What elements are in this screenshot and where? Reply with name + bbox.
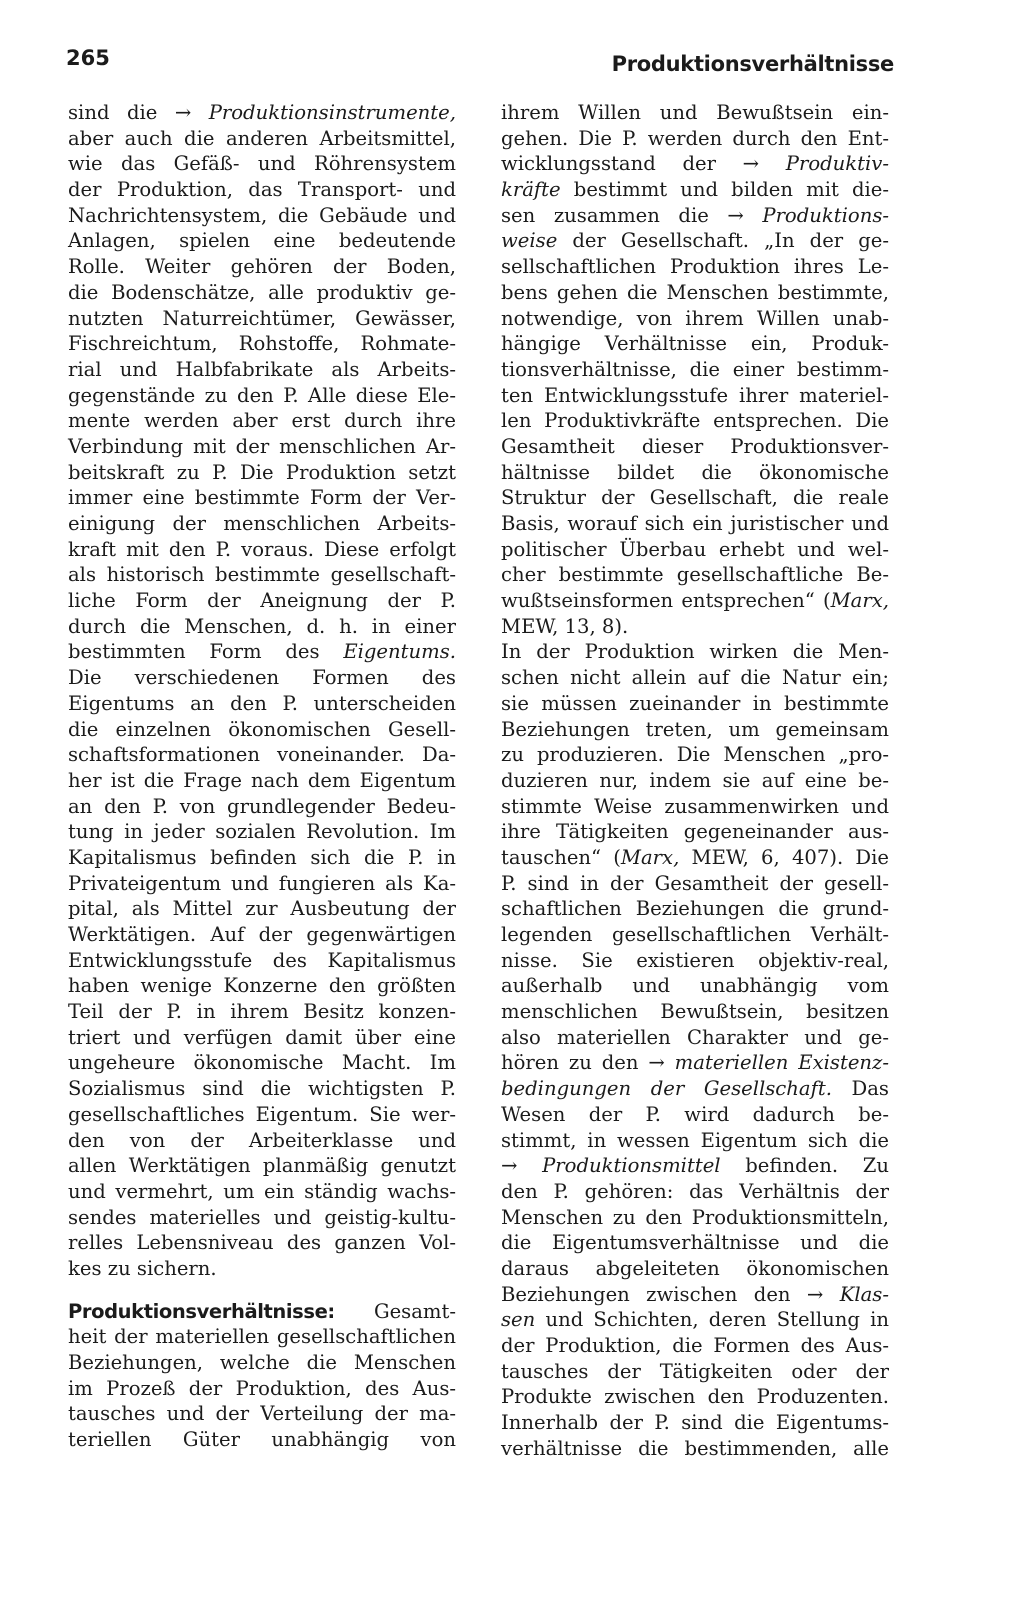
text-line <box>501 408 889 434</box>
text-line <box>68 280 456 306</box>
text-segment: → Klas- <box>806 1282 889 1306</box>
text-segment: der Produktion, das Transport- und <box>68 178 456 202</box>
text-line <box>501 151 889 177</box>
text-line <box>501 691 889 717</box>
text-segment: sen zusammen die <box>501 203 728 227</box>
text-segment: Struktur der Gesellschaft, die reale <box>501 486 889 510</box>
text-line <box>68 871 456 897</box>
text-segment: kes zu sichern. <box>68 1256 217 1280</box>
text-segment: die einzelnen ökonomischen Gesell- <box>68 717 456 741</box>
text-line <box>68 768 456 794</box>
text-line <box>501 228 889 254</box>
text-segment: beitskraft zu P. Die Produktion setzt <box>68 460 456 484</box>
text-segment: bestimmten Form des <box>68 640 344 664</box>
text-segment: politischer Überbau erhebt und wel- <box>501 537 889 561</box>
text-segment: Innerhalb der P. sind die Eigentums- <box>501 1411 889 1435</box>
text-segment: liche Form der Aneignung der P. <box>68 589 456 613</box>
text-line <box>68 383 456 409</box>
text-segment: sellschaftlichen Produktion ihres Le- <box>501 255 889 279</box>
text-line <box>68 1230 456 1256</box>
text-line <box>68 639 456 665</box>
text-segment: die Eigentumsverhältnisse und die <box>501 1231 889 1255</box>
text-line <box>501 999 889 1025</box>
text-segment: und vermehrt, um ein ständig wachs- <box>68 1179 456 1203</box>
text-line <box>68 614 456 640</box>
text-line <box>68 845 456 871</box>
text-segment: Menschen zu den Produktionsmitteln, <box>501 1205 889 1229</box>
text-segment: Verbindung mit der menschlichen Ar- <box>68 434 456 458</box>
text-line <box>68 434 456 460</box>
text-segment: mente werden aber erst durch ihre <box>68 409 456 433</box>
text-segment: relles Lebensniveau des ganzen Vol- <box>68 1231 456 1255</box>
text-line <box>501 1102 889 1128</box>
text-line <box>501 485 889 511</box>
text-line <box>501 871 889 897</box>
text-segment: tung in jeder sozialen Revolution. Im <box>68 820 456 844</box>
text-segment: Marx, <box>830 589 889 613</box>
text-line <box>68 408 456 434</box>
text-line <box>501 1128 889 1154</box>
text-segment: haben wenige Konzerne den größten <box>68 974 456 998</box>
text-segment: her ist die Frage nach dem Eigentum <box>68 768 456 792</box>
text-segment: stimmte Weise zusammenwirken und <box>501 794 889 818</box>
text-segment: tausches und der Verteilung der ma- <box>68 1402 456 1426</box>
left-text-column <box>68 100 456 1453</box>
text-segment: MEW, 6, 407). Die <box>679 845 889 869</box>
text-segment: Entwicklungsstufe des Kapitalismus <box>68 948 456 972</box>
text-line <box>501 460 889 486</box>
right-text-column <box>501 100 889 1461</box>
text-line <box>68 177 456 203</box>
text-segment: menschlichen Bewußtsein, besitzen <box>501 1000 889 1024</box>
text-segment: tauschen“ ( <box>501 845 621 869</box>
text-segment: tausches der Tätigkeiten oder der <box>501 1359 889 1383</box>
text-segment: Eigentums an den P. unterscheiden <box>68 691 456 715</box>
text-line <box>68 588 456 614</box>
text-line <box>68 254 456 280</box>
text-segment: teriellen Güter unabhängig von <box>68 1428 456 1452</box>
text-line <box>68 511 456 537</box>
text-segment: → Produktiv- <box>742 152 889 176</box>
text-segment: pital, als Mittel zur Ausbeutung der <box>68 897 456 921</box>
text-line <box>501 717 889 743</box>
text-line <box>501 1256 889 1282</box>
text-segment: schaftlichen Beziehungen die grund- <box>501 897 889 921</box>
text-segment: sind die <box>68 101 175 124</box>
text-segment: Rolle. Weiter gehören der Boden, <box>68 255 456 279</box>
text-segment: allen Werktätigen planmäßig genutzt <box>68 1154 456 1178</box>
text-line <box>501 819 889 845</box>
text-line <box>501 511 889 537</box>
text-segment: Nachrichtensystem, die Gebäude und <box>68 203 456 227</box>
text-line <box>501 1179 889 1205</box>
text-line <box>501 973 889 999</box>
text-line <box>68 1076 456 1102</box>
text-segment: cher bestimmte gesellschaftliche Be- <box>501 563 889 587</box>
text-segment: einigung der menschlichen Arbeits- <box>68 512 456 535</box>
text-line <box>501 1436 889 1462</box>
text-line <box>68 1102 456 1128</box>
text-segment: bens gehen die Menschen bestimmte, <box>501 280 889 304</box>
text-segment: P. sind in der Gesamtheit der gesell- <box>501 871 889 895</box>
text-line <box>501 383 889 409</box>
text-segment: im Prozeß der Produktion, des Aus- <box>68 1376 456 1400</box>
text-segment: kräfte <box>501 178 561 202</box>
text-line <box>501 1384 889 1410</box>
page-header <box>66 46 894 86</box>
text-line <box>68 485 456 511</box>
text-line <box>68 665 456 691</box>
text-segment: befinden. Zu <box>720 1154 889 1178</box>
text-line <box>68 228 456 254</box>
text-segment: nisse. Sie existieren objektiv-real, <box>501 948 889 972</box>
text-segment: die Bodenschätze, alle produktiv ge- <box>68 280 456 304</box>
text-segment: Das <box>831 1077 889 1101</box>
text-line <box>68 1153 456 1179</box>
text-segment: Beziehungen treten, um gemeinsam <box>501 717 889 741</box>
text-line <box>501 100 889 126</box>
text-line <box>68 794 456 820</box>
text-segment: legenden gesellschaftlichen Verhält- <box>501 923 889 946</box>
text-segment: hören zu den <box>501 1051 649 1075</box>
text-line <box>68 203 456 229</box>
text-line <box>68 306 456 332</box>
text-line <box>68 460 456 486</box>
text-line <box>501 588 889 614</box>
text-line <box>68 1205 456 1231</box>
text-line <box>68 1025 456 1051</box>
text-segment: Marx, <box>620 845 680 869</box>
text-segment: → Produktionsmittel <box>501 1154 721 1178</box>
text-line <box>501 1282 889 1308</box>
text-line <box>68 896 456 922</box>
text-line <box>68 1350 456 1376</box>
text-segment: weise <box>501 229 558 253</box>
text-line <box>501 1076 889 1102</box>
text-segment: triert und verfügen damit über eine <box>68 1025 456 1049</box>
text-segment: Fischreichtum, Rohstoffe, Rohmate- <box>68 332 456 356</box>
page-number: 265 <box>66 46 110 70</box>
text-segment: wie das Gefäß- und Röhrensystem <box>68 152 456 176</box>
text-segment: der Produktion, die Formen des Aus- <box>501 1334 889 1357</box>
text-segment: an den P. von grundlegender Bedeu- <box>68 794 456 818</box>
text-segment: heit der materiellen gesellschaftlichen <box>68 1325 456 1349</box>
text-segment: Eigentums. <box>343 640 456 664</box>
text-line <box>68 1427 456 1453</box>
text-line <box>68 973 456 999</box>
text-line <box>68 331 456 357</box>
text-segment: aber auch die anderen Arbeitsmittel, <box>68 126 456 150</box>
text-segment: durch die Menschen, d. h. in einer <box>68 614 456 638</box>
text-line <box>68 562 456 588</box>
text-segment: außerhalb und unabhängig vom <box>501 974 889 998</box>
text-segment: ten Entwicklungsstufe ihrer materiel- <box>501 383 889 407</box>
text-line <box>68 1128 456 1154</box>
text-segment: sendes materielles und geistig-kultu- <box>68 1205 456 1229</box>
text-segment: gesellschaftliches Eigentum. Sie wer- <box>68 1102 456 1126</box>
text-line <box>68 151 456 177</box>
text-line <box>68 1256 456 1282</box>
text-segment: → Produktions- <box>727 203 889 227</box>
text-line <box>501 1153 889 1179</box>
text-line <box>501 357 889 383</box>
text-line <box>501 203 889 229</box>
text-line <box>501 126 889 152</box>
text-line <box>501 948 889 974</box>
text-segment: Privateigentum und fungieren als Ka- <box>68 871 456 895</box>
text-segment: verhältnisse die bestimmenden, alle <box>501 1436 889 1460</box>
text-segment: MEW, 13, 8). <box>501 614 629 638</box>
text-line <box>68 717 456 743</box>
text-line <box>68 100 456 126</box>
text-line <box>68 1324 456 1350</box>
text-segment: Anlagen, spielen eine bedeutende <box>68 229 456 253</box>
text-segment: kraft mit den P. voraus. Diese erfolgt <box>68 537 456 561</box>
text-line <box>501 896 889 922</box>
text-segment: sen <box>501 1308 536 1332</box>
text-line <box>68 1299 456 1325</box>
text-segment: rial und Halbfabrikate als Arbeits- <box>68 357 456 381</box>
text-segment: Basis, worauf sich ein juristischer und <box>501 512 889 535</box>
text-segment: sie müssen zueinander in bestimmte <box>501 691 889 715</box>
text-segment: wicklungsstand der <box>501 152 743 176</box>
text-segment: hältnisse bildet die ökonomische <box>501 460 889 484</box>
text-segment: schen nicht allein auf die Natur ein; <box>501 666 889 690</box>
text-line <box>501 845 889 871</box>
text-line <box>68 948 456 974</box>
text-segment: und Schichten, deren Stellung in <box>535 1308 889 1332</box>
text-line <box>501 254 889 280</box>
text-line <box>501 1307 889 1333</box>
text-line <box>501 280 889 306</box>
text-segment: den von der Arbeiterklasse und <box>68 1128 456 1152</box>
text-segment: notwendige, von ihrem Willen unab- <box>501 306 889 330</box>
text-segment: → materiellen Existenz- <box>648 1051 889 1075</box>
text-segment: stimmt, in wessen Eigentum sich die <box>501 1128 889 1152</box>
text-line <box>501 434 889 460</box>
text-segment: Sozialismus sind die wichtigsten P. <box>68 1077 456 1101</box>
text-line <box>68 1050 456 1076</box>
text-line <box>501 768 889 794</box>
text-line <box>501 614 889 640</box>
text-line <box>501 639 889 665</box>
text-segment: Die verschiedenen Formen des <box>68 666 456 690</box>
text-line <box>501 331 889 357</box>
running-head: Produktionsverhältnisse <box>611 52 894 76</box>
text-segment: Beziehungen zwischen den <box>501 1282 807 1306</box>
text-line <box>501 794 889 820</box>
text-segment: Kapitalismus befinden sich die P. in <box>68 845 456 869</box>
entry-headword: Produktionsverhältnisse: <box>68 1299 374 1323</box>
text-segment: len Produktivkräfte entsprechen. Die <box>501 409 889 433</box>
text-segment: hängige Verhältnisse ein, Produk- <box>501 332 889 356</box>
text-segment: duzieren nur, indem sie auf eine be- <box>501 768 889 792</box>
text-segment: bedingungen der Gesellschaft. <box>501 1077 832 1101</box>
text-line <box>501 1230 889 1256</box>
text-segment: wußtseinsformen entsprechen“ ( <box>501 589 831 613</box>
text-line <box>501 1050 889 1076</box>
text-segment: gehen. Die P. werden durch den Ent- <box>501 126 889 150</box>
text-segment: ungeheure ökonomische Macht. Im <box>68 1051 456 1075</box>
text-segment: Gesamt- <box>373 1299 456 1323</box>
text-segment: ihre Tätigkeiten gegeneinander aus- <box>501 820 889 844</box>
text-line <box>501 537 889 563</box>
text-segment: bestimmt und bilden mit die- <box>560 178 889 202</box>
text-segment: Beziehungen, welche die Menschen <box>68 1351 456 1374</box>
text-line <box>68 691 456 717</box>
text-line <box>501 177 889 203</box>
text-segment: tionsverhältnisse, die einer bestimm- <box>501 357 889 381</box>
text-line <box>68 742 456 768</box>
text-line <box>68 126 456 152</box>
text-segment: Produkte zwischen den Produzenten. <box>501 1385 889 1409</box>
text-segment: zu produzieren. Die Menschen „pro- <box>501 743 889 767</box>
text-line <box>501 1025 889 1051</box>
text-segment: also materiellen Charakter und ge- <box>501 1025 889 1049</box>
text-segment: der Gesellschaft. „In der ge- <box>557 229 889 253</box>
text-segment: immer eine bestimmte Form der Ver- <box>68 486 456 510</box>
text-line <box>501 922 889 948</box>
text-segment: schaftsformationen voneinander. Da- <box>68 743 456 767</box>
text-segment: nutzten Naturreichtümer, Gewässer, <box>68 306 456 330</box>
text-line <box>68 819 456 845</box>
text-segment: Werktätigen. Auf der gegenwärtigen <box>68 923 456 946</box>
text-segment: den P. gehören: das Verhältnis der <box>501 1179 889 1203</box>
text-line <box>501 742 889 768</box>
text-line <box>501 1205 889 1231</box>
text-segment: ihrem Willen und Bewußtsein ein- <box>501 101 889 124</box>
text-line <box>501 1410 889 1436</box>
text-line <box>68 357 456 383</box>
text-line <box>68 1179 456 1205</box>
text-line <box>68 1376 456 1402</box>
text-segment: Gesamtheit dieser Produktionsver- <box>501 434 889 458</box>
text-line <box>501 562 889 588</box>
text-line <box>501 1333 889 1359</box>
text-line <box>68 999 456 1025</box>
text-line <box>501 306 889 332</box>
text-segment: gegenstände zu den P. Alle diese Ele- <box>68 383 456 407</box>
text-segment: → Produktionsinstrumente, <box>174 101 456 124</box>
text-segment: Wesen der P. wird dadurch be- <box>501 1102 889 1126</box>
text-line <box>68 537 456 563</box>
text-segment: In der Produktion wirken die Men- <box>501 640 889 664</box>
text-segment: Teil der P. in ihrem Besitz konzen- <box>68 1000 456 1024</box>
text-segment: als historisch bestimmte gesellschaft- <box>68 563 456 587</box>
text-line <box>501 1359 889 1385</box>
text-line <box>501 665 889 691</box>
text-line <box>68 922 456 948</box>
text-segment: daraus abgeleiteten ökonomischen <box>501 1256 889 1280</box>
text-line <box>68 1401 456 1427</box>
